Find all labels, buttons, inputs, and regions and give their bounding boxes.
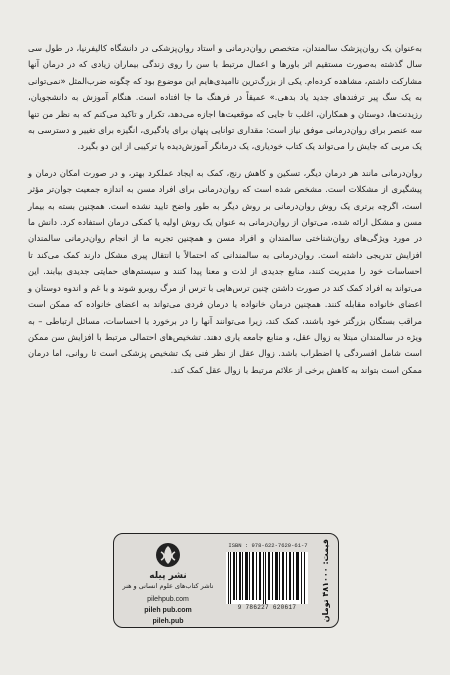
isbn-label: ISBN : 978-622-7620-61-7 [228, 542, 308, 549]
publisher-block [120, 542, 216, 627]
publisher-website-1: pilehpub.com [147, 596, 189, 603]
price-label-wrap [317, 538, 333, 624]
publisher-logo-icon [155, 542, 181, 568]
publisher-info-box [113, 533, 339, 628]
publisher-name: نشر پیله [149, 571, 187, 581]
barcode-digits: 9 786227 620617 [237, 604, 297, 611]
price-label: قیمت: ۴۸۱۰۰۰ تومان [320, 539, 330, 623]
paragraph-1: به‌عنوان یک روان‌پزشک سالمندان، متخصص روان‌درمانی و استاد روان‌پزشکی در دانشگاه کالیفرنیا، در طول سی سال گذشته به‌صورت مستقیم اثر باورها و اعمال مرتبط با سن را روی زندگی بیماران زیادی که در درمان آنها مشارکت داشتم، مشاهده کرده‌ام. یکی از بزرگ‌ترین ناامیدی‌هایم این موضوع بود که چگونه ضرب‌المثل «نمی‌توانی به یک سگ پیر ترفندهای جدید یاد بدهی.» عمیقاً در فرهنگ ما جا افتاده است. هنگام آموزش به دانشجویان، رزیدنت‌ها، دوستان و همکاران، اغلب تا جایی که موقعیت‌ها اجازه می‌دهد، تکرار و تاکید می‌کنم که به نظر من تنها سه عنصر برای روان‌درمانی موفق نیاز است: مقداری توانایی پنهان برای یادگیری، انگیزه برای تغییر و دسترسی به یک مربی که جایش را می‌تواند یک کتاب خودیاری، یک درمانگر آموزش‌دیده یا ترکیبی از این دو بگیرد. [28, 43, 422, 152]
blurb-text [28, 40, 422, 384]
barcode-icon [226, 552, 308, 604]
barcode-area [220, 540, 316, 620]
publisher-website-3: pileh.pub [152, 618, 184, 625]
paragraph-2: روان‌درمانی مانند هر درمان دیگر، تسکین و کاهش رنج، کمک به ایجاد عملکرد بهتر، و در صورت امکان درمان و پیشگیری از مشکلات است. مشخص شده است که روان‌درمانی برای افراد مسن به اندازه جمعیت جوان‌تر مؤثر است، اگرچه برتری یک روش روان‌درمانی بر روش دیگر به طور واضح تایید نشده است. همچنین بسته به بیمار مسن و مشکل ارائه شده، می‌توان از روان‌درمانی به عنوان یک روش اولیه یا کمکی درمان استفاده کرد. دانش ما در مورد ویژگی‌های روان‌شناختی سالمندان و افراد مسن و همچنین تجربه ما از انجام روان‌درمانی سالمندان افزایش تدریجی داشته است. روان‌درمانی به سالمندانی که احتمالاً با انتقال پیری مشکل دارند کمک می‌کند تا احساسات خود را مدیریت کنند، منابع جدیدی از لذت و معنا پیدا کنند و سیستم‌های حمایتی جدیدی بیابند. این می‌تواند به افراد کمک کند در صورت داشتن چنین ترس‌هایی با ترس از مرگ روبرو شوند و با غم و اندوه دوستان و اعضای خانواده مقابله کنند. همچنین درمان خانواده یا درمان فردی می‌تواند به اعضای خانواده که ممکن است مراقب بستگان بزرگتر خود باشند، کمک کند، زیرا می‌توانند آنها را در برخورد با احساسات، مسائل ارتباطی – به ویژه در سالمندان مبتلا به زوال عقل، و منابع جامعه یاری دهند. تشخیص‌های احتمالی مرتبط با افزایش سن ممکن است شامل افسردگی یا اضطراب باشد. زوال عقل از نظر فنی یک تشخیص پزشکی است تا روانی، اما درمان ممکن است بتواند به کاهش برخی از علائم مرتبط با زوال عقل کمک کند. [28, 167, 422, 375]
publisher-tagline: ناشر کتاب‌های علوم انسانی و هنر [122, 582, 214, 590]
publisher-website-2: pileh pub.com [144, 607, 192, 614]
